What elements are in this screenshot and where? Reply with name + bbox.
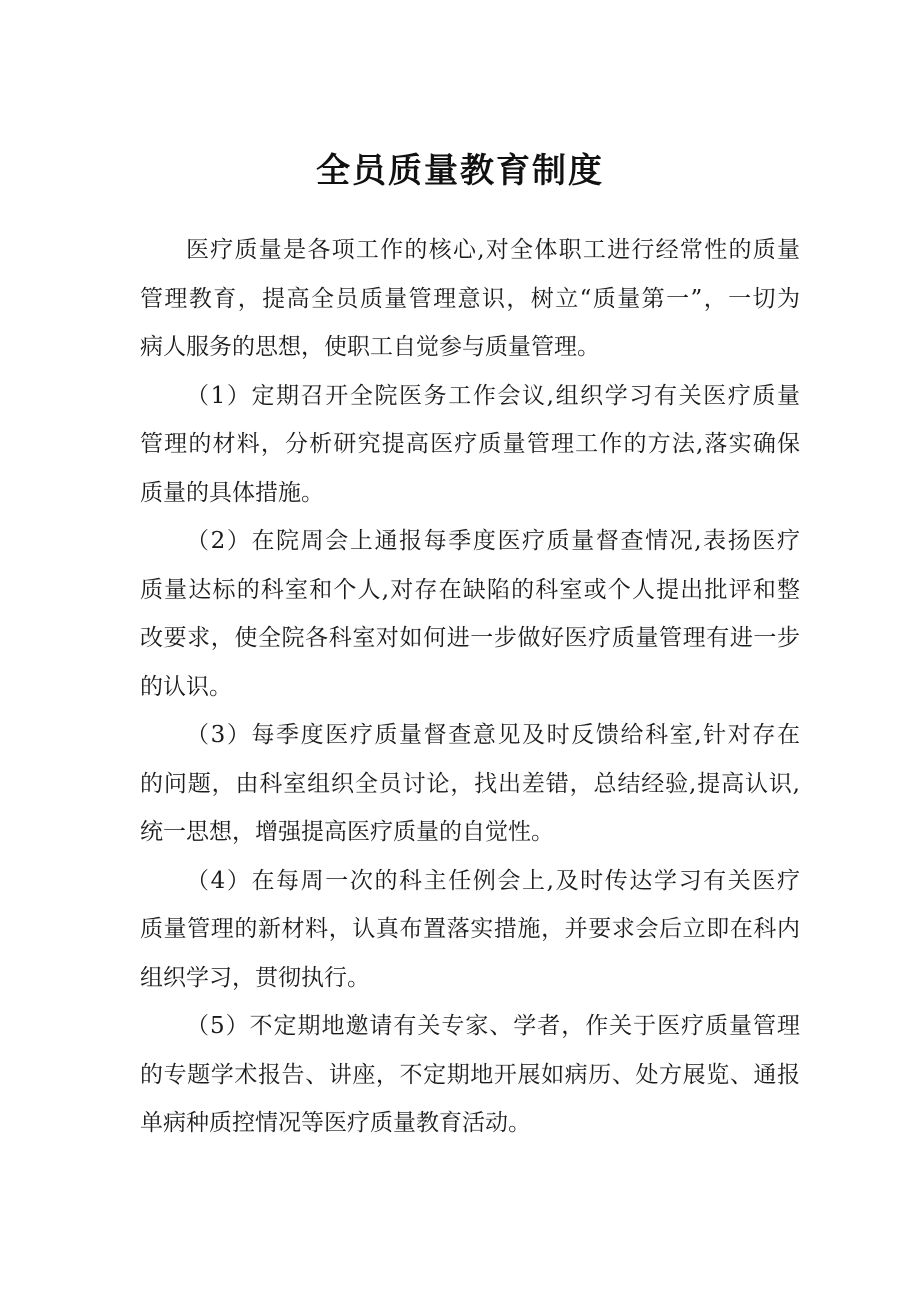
paragraph-line: 医疗质量是各项工作的核心,对全体职工进行经常性的质量 <box>186 237 800 263</box>
paragraph-line: 组织学习，贯彻执行。 <box>140 964 370 991</box>
paragraph-line: 改要求，使全院各科室对如何进一步做好医疗质量管理有进一步 <box>140 625 800 651</box>
paragraph-item-1 <box>140 372 800 518</box>
paragraph-line: 统一思想，增强提高医疗质量的自觉性。 <box>140 819 554 845</box>
paragraph-line: 质量的具体措施。 <box>140 479 324 506</box>
paragraph-line: （1）定期召开全院医务工作会议,组织学习有关医疗质量 <box>186 382 800 409</box>
document-body <box>140 226 800 1148</box>
paragraph-line: 病人服务的思想，使职工自觉参与质量管理。 <box>140 334 600 360</box>
paragraph-line: （3）每季度医疗质量督查意见及时反馈给科室,针对存在 <box>186 722 800 748</box>
paragraph-line: （4）在每周一次的科主任例会上,及时传达学习有关医疗 <box>186 867 800 894</box>
paragraph-line: 质量管理的新材料，认真布置落实措施，并要求会后立即在科内 <box>140 916 800 942</box>
paragraph-line: 的专题学术报告、讲座，不定期地开展如病历、处方展览、通报 <box>140 1061 800 1088</box>
paragraph-item-3 <box>140 711 800 857</box>
paragraph-line: 的认识。 <box>140 673 232 700</box>
paragraph-line: 的问题，由科室组织全员讨论，找出差错，总结经验,提高认识, <box>140 770 800 797</box>
paragraph-line: 管理教育，提高全员质量管理意识，树立“质量第一”，一切为 <box>140 285 800 312</box>
paragraph-line: 管理的材料，分析研究提高医疗质量管理工作的方法,落实确保 <box>140 431 800 457</box>
paragraph-item-2 <box>140 517 800 711</box>
paragraph-line: 单病种质控情况等医疗质量教育活动。 <box>140 1110 531 1136</box>
paragraph-line: （2）在院周会上通报每季度医疗质量督查情况,表扬医疗 <box>186 528 800 554</box>
paragraph-intro <box>140 226 800 372</box>
document-title: 全员质量教育制度 <box>316 151 604 191</box>
paragraph-item-4 <box>140 857 800 1003</box>
paragraph-line: （5）不定期地邀请有关专家、学者，作关于医疗质量管理 <box>186 1013 800 1039</box>
paragraph-item-5 <box>140 1002 800 1148</box>
paragraph-line: 质量达标的科室和个人,对存在缺陷的科室或个人提出批评和整 <box>140 576 800 603</box>
